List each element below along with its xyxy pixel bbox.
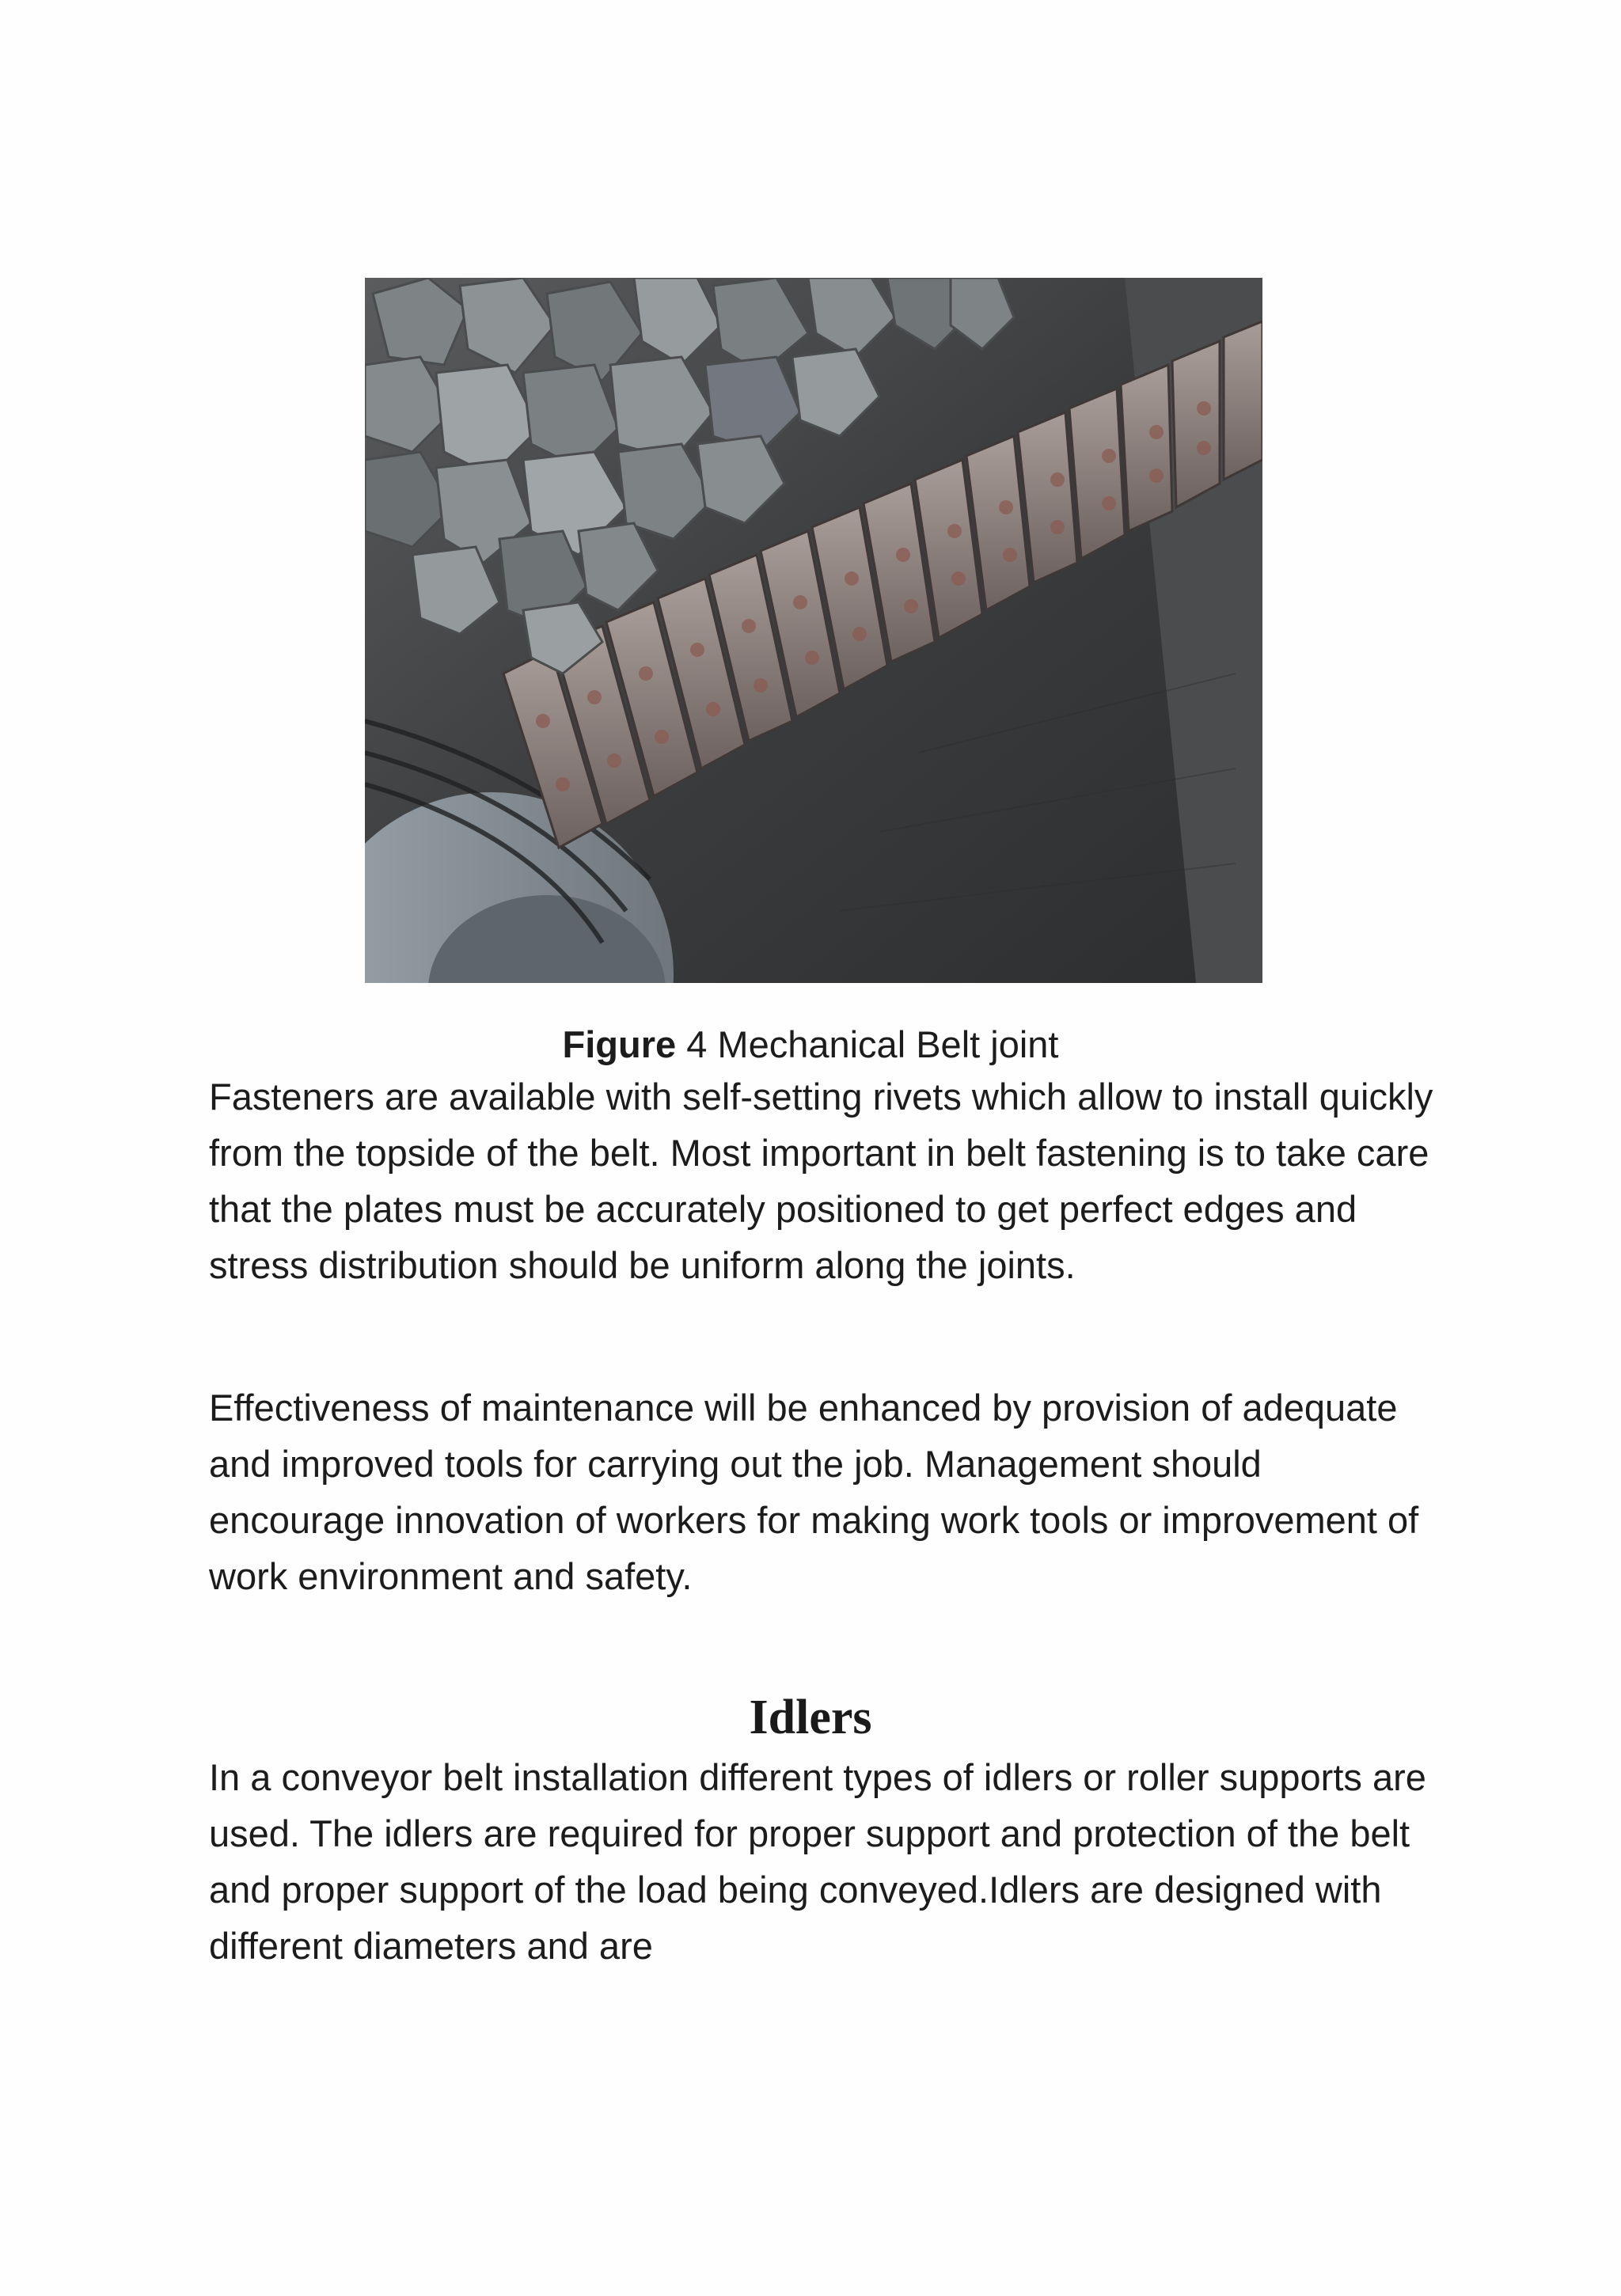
paragraph-fasteners: Fasteners are available with self-setting rivets which allow to install quickly from the topside of the belt. Most important in belt fastening is to take care that the plates must be accurately positioned to get perfect edges and stress distribution should be uniform along the joints. (209, 1076, 1433, 1286)
mechanical-belt-joint-image (365, 278, 1262, 983)
figure-caption-label: Figure (562, 1023, 677, 1065)
figure-caption (0, 1021, 1621, 1068)
paragraph-maintenance: Effectiveness of maintenance will be enhanced by provision of adequate and improved tools for carrying out the job. Management should encourage innovation of workers for making work tools or improvement of work environment and safety. (209, 1387, 1419, 1597)
belt-joint-photo-icon (365, 278, 1262, 983)
section-heading-idlers: Idlers (749, 1691, 872, 1744)
figure-caption-text: 4 Mechanical Belt joint (676, 1023, 1059, 1065)
paragraph-idlers-intro: In a conveyor belt installation different types of idlers or roller supports are used. The idlers are required for proper support and protection of the belt and proper support of the load being conveyed.Idlers are designed with different diameters and are (209, 1756, 1426, 1967)
